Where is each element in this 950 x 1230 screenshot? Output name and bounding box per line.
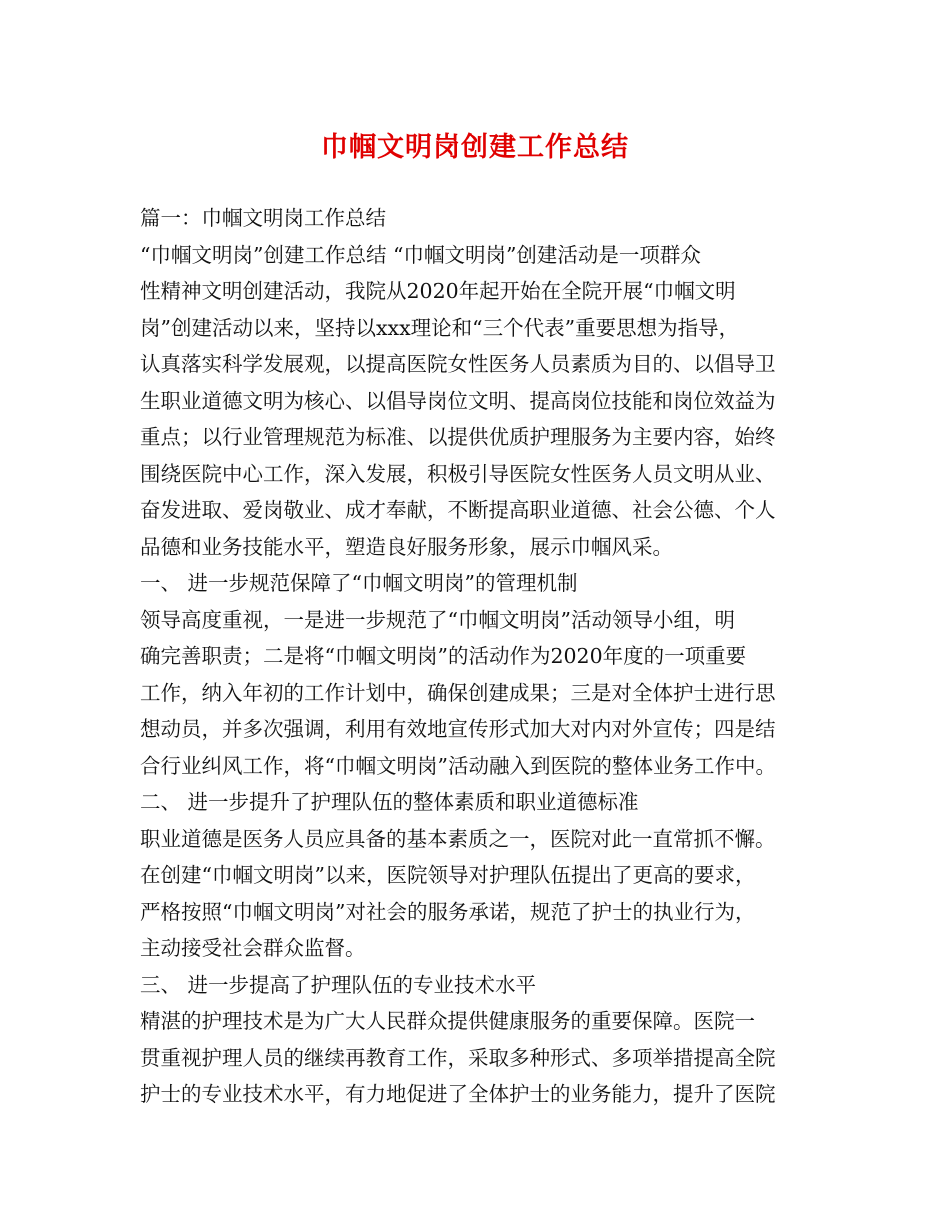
subsection-heading: 二、 进一步提升了护理队伍的整体素质和职业道德标准 [140,790,639,814]
paragraph-line: 确完善职责；二是将“巾帼文明岗”的活动作为2020年度的一项重要 [140,644,747,668]
subsection-heading: 三、 进一步提高了护理队伍的专业技术水平 [140,972,537,997]
paragraph-line: 合行业纠风工作，将“巾帼文明岗”活动融入到医院的整体业务工作中。 [140,753,776,778]
paragraph-line: 重点；以行业管理规范为标准、以提供优质护理服务为主要内容，始终 [140,425,776,449]
paragraph-line: 职业道德是医务人员应具备的基本素质之一，医院对此一直常抓不懈。 [140,826,776,851]
paragraph-line: 严格按照“巾帼文明岗”对社会的服务承诺，规范了护士的执业行为， [140,899,756,924]
paragraph-line: 围绕医院中心工作，深入发展，积极引导医院女性医务人员文明从业、 [140,461,776,486]
paragraph-line: 想动员，并多次强调，利用有效地宣传形式加大对内对外宣传；四是结 [140,717,776,741]
paragraph-line: “巾帼文明岗”创建工作总结 “巾帼文明岗”创建活动是一项群众 [140,242,701,267]
paragraph-line: 在创建“巾帼文明岗”以来，医院领导对护理队伍提出了更高的要求， [140,863,756,887]
paragraph-line: 奋发进取、爱岗敬业、成才奉献，不断提高职业道德、社会公德、个人 [140,498,776,522]
paragraph-line: 生职业道德文明为核心、以倡导岗位文明、提高岗位技能和岗位效益为 [140,388,776,413]
section-heading: 篇一：巾帼文明岗工作总结 [140,206,386,230]
paragraph-line: 领导高度重视，一是进一步规范了“巾帼文明岗”活动领导小组，明 [140,607,735,632]
paragraph-line: 工作，纳入年初的工作计划中，确保创建成果；三是对全体护士进行思 [140,680,776,705]
paragraph-line: 品德和业务技能水平，塑造良好服务形象，展示巾帼风采。 [140,534,673,559]
paragraph-line: 护士的专业技术水平，有力地促进了全体护士的业务能力，提升了医院 [140,1082,776,1106]
paragraph-line: 岗”创建活动以来，坚持以xxx理论和“三个代表”重要思想为指导， [140,315,740,340]
paragraph-line: 贯重视护理人员的继续再教育工作，采取多种形式、多项举措提高全院 [140,1045,776,1070]
paragraph-line: 认真落实科学发展观，以提高医院女性医务人员素质为目的、以倡导卫 [140,352,776,376]
document-body [140,200,830,1113]
document-title: 巾帼文明岗创建工作总结 [321,132,629,163]
paragraph-line: 主动接受社会群众监督。 [140,936,366,960]
paragraph-line: 性精神文明创建活动，我院从2020年起开始在全院开展“巾帼文明 [140,279,736,303]
paragraph-line: 精湛的护理技术是为广大人民群众提供健康服务的重要保障。医院一 [140,1009,755,1033]
subsection-heading: 一、 进一步规范保障了“巾帼文明岗”的管理机制 [140,571,578,595]
